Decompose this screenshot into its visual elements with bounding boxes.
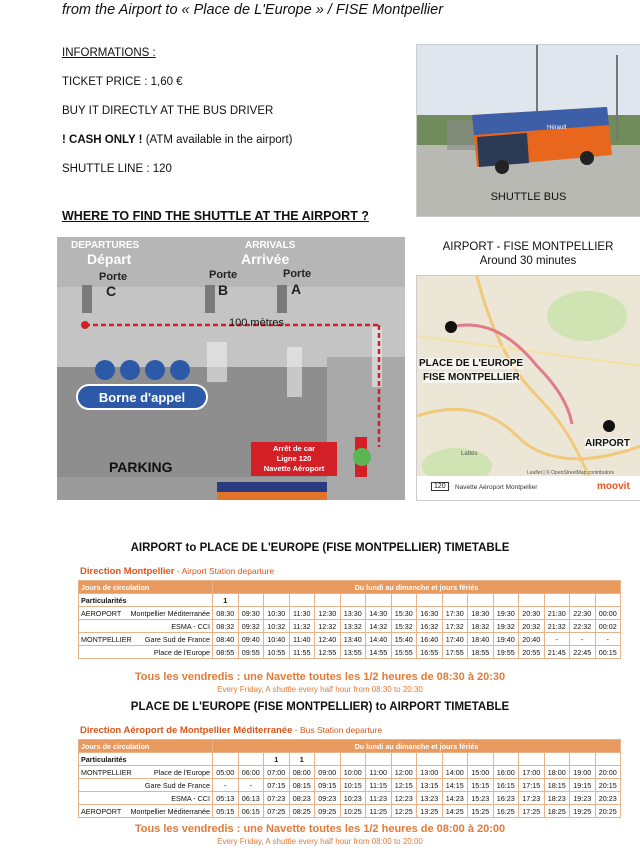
stop-name [79,620,213,633]
stop-city: AEROPORT [81,608,122,618]
departure-time: 15:55 [391,646,417,659]
departure-time: 21:45 [544,646,570,659]
departure-time: 19:55 [493,646,519,659]
bus-stop-line2: Ligne 120 [276,454,312,463]
departure-time: 12:55 [315,646,341,659]
departure-time: 17:15 [519,779,545,792]
departure-time: 18:55 [468,646,494,659]
t1-dir-main: Direction Montpellier [80,566,175,577]
partic-mark [595,594,621,607]
timetable1-heading: AIRPORT to PLACE DE L'EUROPE (FISE MONTPELLIER) TIMETABLE [130,542,510,554]
departure-time: 19:40 [493,633,519,646]
stop-name [79,779,213,792]
departure-time: 10:32 [264,620,290,633]
departure-time: 15:25 [468,805,494,818]
departure-time: 15:23 [468,792,494,805]
shuttle-bus-photo [416,44,640,217]
departure-time: 08:55 [213,646,239,659]
gate-a: A [291,281,302,297]
departure-time: 09:32 [238,620,264,633]
departure-time: 14:30 [366,607,392,620]
timetable2-subnote: Every Friday, A shuttle every half hour from 08:00 to 20:00 [217,837,423,846]
departure-time: 00:00 [595,607,621,620]
buy-info: BUY IT DIRECTLY AT THE BUS DRIVER [62,105,274,117]
departure-time: 19:23 [570,792,596,805]
map-attribution: Leaflet | © OpenStreetMap contributors [527,470,614,476]
partic-mark: 1 [213,594,239,607]
departure-time: 15:40 [391,633,417,646]
t1-dir-sub: - Airport Station departure [174,566,275,576]
departure-time: 09:00 [315,766,341,779]
partic-label: Particularités [79,753,213,766]
porte-b-label: Porte [209,269,238,281]
table-row [79,633,621,646]
departure-time: 10:55 [264,646,290,659]
stop-station: ESMA - CCI [171,621,210,631]
departure-time: 14:55 [366,646,392,659]
departure-time: 08:23 [289,792,315,805]
departure-time: 13:32 [340,620,366,633]
departure-time: 09:55 [238,646,264,659]
departure-time: 22:32 [570,620,596,633]
departure-time: 17:40 [442,633,468,646]
cash-info [62,134,293,146]
route-title: AIRPORT - FISE MONTPELLIER [442,241,614,253]
timetable1-subnote: Every Friday, A shuttle every half hour from 08:30 to 20:30 [217,685,423,694]
departure-time: 13:23 [417,792,443,805]
stop-city: AEROPORT [81,806,122,816]
parking-label: PARKING [109,459,173,475]
partic-mark [289,594,315,607]
departure-time: 09:15 [315,779,341,792]
particularites-row [79,594,621,607]
arrivals-label: ARRIVALS [245,240,296,251]
gate-c: C [106,283,117,299]
partic-mark [442,753,468,766]
departure-time: 08:40 [213,633,239,646]
partic-mark [264,594,290,607]
partic-mark: 1 [289,753,315,766]
departure-time: 05:13 [213,792,239,805]
departure-time: 10:23 [340,792,366,805]
t2-dir-sub: - Bus Station departure [292,725,383,735]
departure-time: 13:55 [340,646,366,659]
gate-b: B [218,282,229,298]
departure-time: 09:25 [315,805,341,818]
arrivee-label: Arrivée [241,251,290,267]
stop-name [79,633,213,646]
table-row [79,646,621,659]
departure-time: 20:15 [595,779,621,792]
partic-mark [468,753,494,766]
bus-stop-box [251,442,337,476]
stop-name [79,607,213,620]
departure-time: 08:32 [213,620,239,633]
partic-mark [340,594,366,607]
stop-name [79,766,213,779]
departure-time: 19:00 [570,766,596,779]
departure-time: 09:40 [238,633,264,646]
col-days: Jours de circulation [79,581,213,594]
departure-time: - [213,779,239,792]
departure-time: - [595,633,621,646]
table-row [79,805,621,818]
departure-time: 14:15 [442,779,468,792]
departure-time: 16:25 [493,805,519,818]
table-row [79,779,621,792]
departure-time: 16:40 [417,633,443,646]
stop-name [79,792,213,805]
departure-time: 14:25 [442,805,468,818]
porte-a-label: Porte [283,268,312,280]
departure-time: - [570,633,596,646]
departure-time: 19:32 [493,620,519,633]
departure-time: 00:02 [595,620,621,633]
t2-dir-main: Direction Aéroport de Montpellier Méditerranée [80,725,293,736]
place-label-2: FISE MONTPELLIER [423,372,520,383]
departure-time: 17:32 [442,620,468,633]
partic-mark [391,753,417,766]
departure-time: 18:30 [468,607,494,620]
table-row [79,620,621,633]
departure-time: 21:30 [544,607,570,620]
departure-time: 22:30 [570,607,596,620]
partic-mark [493,594,519,607]
departure-time: 05:00 [213,766,239,779]
photo-caption: SHUTTLE BUS [490,191,567,203]
departure-time: 10:25 [340,805,366,818]
partic-mark [519,753,545,766]
partic-label: Particularités [79,594,213,607]
departure-time: 10:40 [264,633,290,646]
departure-time: 00:15 [595,646,621,659]
departure-time: 17:55 [442,646,468,659]
table-header-row [79,581,621,594]
departure-time: 17:25 [519,805,545,818]
departure-time: 11:00 [366,766,392,779]
departure-time: 14:00 [442,766,468,779]
departure-time: - [238,779,264,792]
departure-time: 06:00 [238,766,264,779]
route-duration: Around 30 minutes [479,255,577,267]
departure-time: 16:55 [417,646,443,659]
where-title: WHERE TO FIND THE SHUTTLE AT THE AIRPORT ? [62,209,369,223]
departure-time: 20:32 [519,620,545,633]
partic-mark [544,753,570,766]
stop-city: MONTPELLIER [81,634,132,644]
departure-time: 16:00 [493,766,519,779]
partic-mark [315,594,341,607]
departure-time: 19:30 [493,607,519,620]
departure-time: 17:23 [519,792,545,805]
departure-time: 09:23 [315,792,341,805]
departure-time: 18:00 [544,766,570,779]
departure-time: 13:15 [417,779,443,792]
partic-mark [493,753,519,766]
departure-time: 17:00 [519,766,545,779]
departure-time: 18:25 [544,805,570,818]
departure-time: 13:30 [340,607,366,620]
distance-label: 100 mètres [229,317,285,329]
departure-time: - [544,633,570,646]
shuttle-line: SHUTTLE LINE : 120 [62,163,172,175]
departure-time: 11:32 [289,620,315,633]
timetable-1 [78,580,621,659]
porte-c-label: Porte [99,271,128,283]
departure-time: 09:30 [238,607,264,620]
cash-only: ! CASH ONLY ! [62,134,143,146]
departure-time: 17:30 [442,607,468,620]
moovit-logo: moovit [597,481,630,492]
stop-station: Place de l'Europe [153,767,210,777]
ticket-price: TICKET PRICE : 1,60 € [62,76,183,88]
departure-time: 11:40 [289,633,315,646]
partic-mark [366,594,392,607]
departure-time: 07:25 [264,805,290,818]
departure-time: 12:00 [391,766,417,779]
departure-time: 08:25 [289,805,315,818]
departure-time: 11:15 [366,779,392,792]
departure-time: 14:40 [366,633,392,646]
partic-mark [238,753,264,766]
partic-mark [442,594,468,607]
page-header: from the Airport to « Place de L'Europe » / FISE Montpellier [62,2,444,18]
atm-note: (ATM available in the airport) [142,134,293,146]
departure-time: 15:00 [468,766,494,779]
departure-time: 16:30 [417,607,443,620]
partic-mark [366,753,392,766]
departure-time: 16:32 [417,620,443,633]
departure-time: 07:23 [264,792,290,805]
departure-time: 08:15 [289,779,315,792]
departure-time: 10:30 [264,607,290,620]
departure-time: 16:15 [493,779,519,792]
departure-time: 12:25 [391,805,417,818]
partic-mark [391,594,417,607]
departure-time: 13:25 [417,805,443,818]
departure-time: 13:40 [340,633,366,646]
table-row [79,766,621,779]
borne-label: Borne d'appel [98,390,186,405]
partic-mark [544,594,570,607]
timetable1-note: Tous les vendredis : une Navette toutes les 1/2 heures de 08:30 à 20:30 [134,671,506,683]
partic-mark [468,594,494,607]
col-range: Du lundi au dimanche et jours fériés [213,581,621,594]
departure-time: 18:40 [468,633,494,646]
stop-station: Gare Sud de France [144,634,210,644]
route-title-block [416,240,640,268]
departure-time: 13:00 [417,766,443,779]
departure-time: 11:30 [289,607,315,620]
departure-time: 11:25 [366,805,392,818]
timetable1-direction [80,566,274,577]
partic-mark [570,753,596,766]
departure-time: 19:25 [570,805,596,818]
table-row [79,792,621,805]
partic-mark [417,594,443,607]
stop-station: Place de l'Europe [153,647,210,657]
table-row [79,607,621,620]
departure-time: 15:30 [391,607,417,620]
bus-stop-line1: Arrêt de car [272,444,316,453]
departure-time: 20:40 [519,633,545,646]
stop-station: Gare Sud de France [144,780,210,790]
stop-station: ESMA - CCI [171,793,210,803]
departure-time: 20:23 [595,792,621,805]
stop-station: Montpellier Méditerranée [130,608,210,618]
bus-stop-line3: Navette Aéroport [263,464,325,473]
timetable2-direction [80,725,382,736]
place-label-1: PLACE DE L'EUROPE [419,358,524,369]
airport-label: AIRPORT [585,438,630,449]
line-name: Navette Aéroport Montpellier [455,484,538,491]
stop-name [79,805,213,818]
partic-mark [315,753,341,766]
departure-time: 08:00 [289,766,315,779]
timetable2-note: Tous les vendredis : une Navette toutes les 1/2 heures de 08:00 à 20:00 [134,823,506,835]
departure-time: 18:15 [544,779,570,792]
route-map [416,275,640,501]
partic-mark [340,753,366,766]
departure-time: 06:15 [238,805,264,818]
departure-time: 20:55 [519,646,545,659]
stop-name [79,646,213,659]
svg-text:Hérault: Hérault [547,125,567,131]
partic-mark [213,753,239,766]
partic-mark [417,753,443,766]
departure-time: 18:32 [468,620,494,633]
info-heading: INFORMATIONS : [62,47,156,59]
partic-mark [595,753,621,766]
departure-time: 10:15 [340,779,366,792]
line-badge: 120 [431,482,449,491]
departure-time: 08:30 [213,607,239,620]
departure-time: 10:00 [340,766,366,779]
departure-time: 20:00 [595,766,621,779]
departure-time: 12:32 [315,620,341,633]
departure-time: 18:23 [544,792,570,805]
departure-time: 11:55 [289,646,315,659]
particularites-row [79,753,621,766]
col-days: Jours de circulation [79,740,213,753]
timetable2-heading: PLACE DE L'EUROPE (FISE MONTPELLIER) to AIRPORT TIMETABLE [130,701,510,713]
departure-time: 14:23 [442,792,468,805]
partic-mark [570,594,596,607]
departure-time: 16:23 [493,792,519,805]
departure-time: 15:15 [468,779,494,792]
partic-mark [238,594,264,607]
departure-time: 12:30 [315,607,341,620]
departure-time: 06:13 [238,792,264,805]
departure-time: 20:25 [595,805,621,818]
departure-time: 14:32 [366,620,392,633]
departure-time: 07:00 [264,766,290,779]
table-header-row [79,740,621,753]
stop-city: MONTPELLIER [81,767,132,777]
departure-time: 12:15 [391,779,417,792]
partic-mark: 1 [264,753,290,766]
town-label: Lattes [461,451,478,457]
stop-station: Montpellier Méditerranée [130,806,210,816]
departure-time: 11:23 [366,792,392,805]
departure-time: 21:32 [544,620,570,633]
airport-map [57,237,405,500]
departure-time: 12:40 [315,633,341,646]
departure-time: 12:23 [391,792,417,805]
col-range: Du lundi au dimanche et jours fériés [213,740,621,753]
departure-time: 07:15 [264,779,290,792]
depart-label: Départ [87,251,132,267]
departure-time: 22:45 [570,646,596,659]
timetable-2 [78,739,621,818]
departure-time: 05:15 [213,805,239,818]
departure-time: 19:15 [570,779,596,792]
departures-label: DEPARTURES [71,240,140,251]
partic-mark [519,594,545,607]
departure-time: 20:30 [519,607,545,620]
departure-time: 15:32 [391,620,417,633]
